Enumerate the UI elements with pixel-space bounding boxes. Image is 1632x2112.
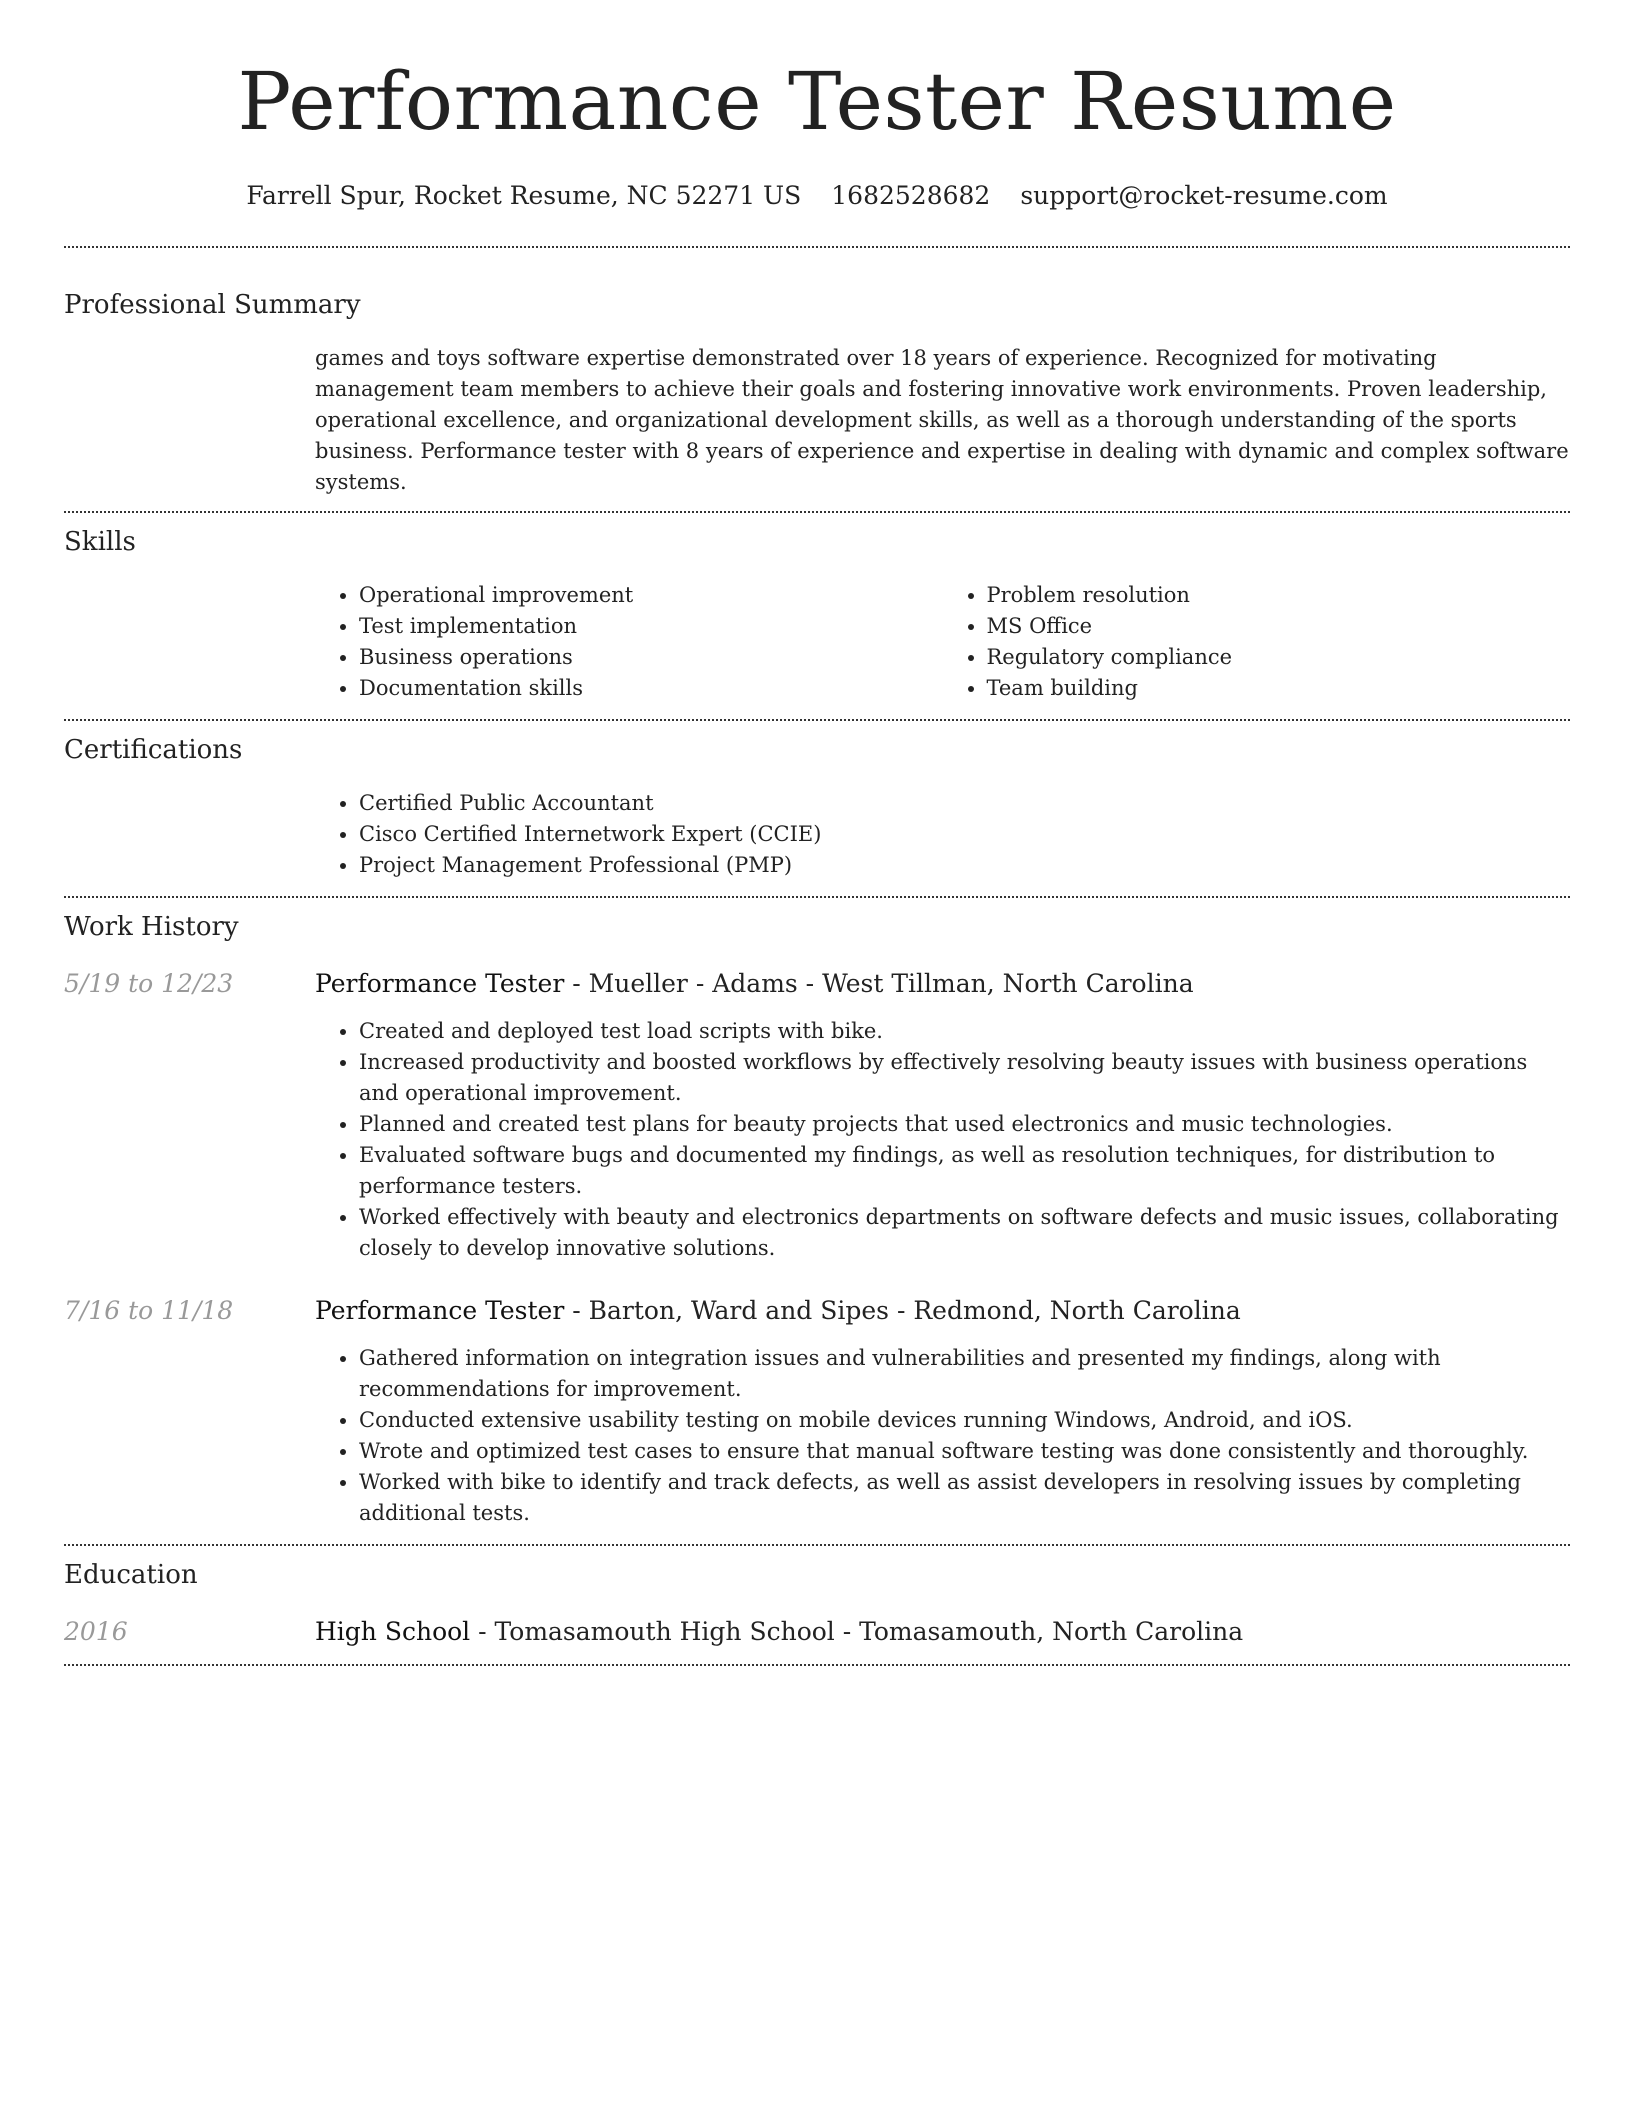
education-line	[315, 1615, 1243, 1649]
job-bullet: • Worked effectively with beauty and electronics departments on software defects and music issues, collaborating closely to develop innovative solutions.	[359, 1202, 1570, 1264]
work-heading: Work History	[64, 912, 239, 942]
job-bullet: • Planned and created test plans for beauty projects that used electronics and music technologies.	[359, 1109, 1570, 1140]
skill-item: • Business operations	[359, 642, 943, 673]
contact-address: Farrell Spur, Rocket Resume, NC 52271 US	[246, 181, 802, 210]
skills-heading: Skills	[64, 527, 136, 557]
job-dates: 5/19 to 12/23	[64, 969, 234, 998]
skills-section	[64, 525, 1570, 704]
job-bullet: • Created and deployed test load scripts with bike.	[359, 1016, 1570, 1047]
divider	[64, 719, 1570, 721]
education-school: - Tomasamouth High School - Tomasamouth, North Carolina	[470, 1617, 1244, 1646]
job-bullet: • Gathered information on integration issues and vulnerabilities and presented my findings, along with recommendations for improvement.	[359, 1343, 1570, 1405]
job-employer: - Mueller - Adams - West Tillman, North Carolina	[564, 969, 1194, 998]
job-bullet: • Wrote and optimized test cases to ensure that manual software testing was done consistently and thoroughly.	[359, 1436, 1570, 1467]
page-title: Performance Tester Resume	[237, 55, 1397, 148]
education-section	[64, 1558, 1570, 1649]
job-bullet-list	[315, 1343, 1570, 1529]
contact-phone: 1682528682	[831, 181, 991, 210]
education-date: 2016	[64, 1617, 128, 1646]
certifications-items	[315, 788, 1570, 881]
job-employer: - Barton, Ward and Sipes - Redmond, North Carolina	[564, 1296, 1241, 1325]
job-role: Performance Tester	[315, 1296, 565, 1325]
certification-item: • Cisco Certified Internetwork Expert (CCIE)	[359, 819, 1570, 850]
skill-item: • Test implementation	[359, 611, 943, 642]
job-bullet: • Increased productivity and boosted workflows by effectively resolving beauty issues with business operations and operational improvement.	[359, 1047, 1570, 1109]
divider	[64, 1664, 1570, 1666]
certifications-heading: Certifications	[64, 735, 243, 765]
education-entry	[64, 1615, 1570, 1649]
contact-line	[64, 180, 1570, 212]
contact-email: support@rocket-resume.com	[1020, 181, 1388, 210]
resume-page	[64, 0, 1570, 1666]
divider	[64, 511, 1570, 513]
job-bullet: • Worked with bike to identify and track defects, as well as assist developers in resolving issues by completing additional tests.	[359, 1467, 1570, 1529]
skills-column-right	[943, 580, 1571, 704]
work-section	[64, 910, 1570, 1529]
divider	[64, 246, 1570, 248]
job-header	[64, 1294, 1570, 1328]
job-role: Performance Tester	[315, 969, 565, 998]
skill-item: • Regulatory compliance	[987, 642, 1571, 673]
job-entry	[64, 967, 1570, 1264]
job-bullet: • Evaluated software bugs and documented my findings, as well as resolution techniques, for distribution to performance testers.	[359, 1140, 1570, 1202]
job-bullets	[315, 1016, 1570, 1264]
job-title-line	[315, 967, 1194, 1001]
skill-item: • Problem resolution	[987, 580, 1571, 611]
skills-list	[315, 580, 1570, 704]
job-entry	[64, 1294, 1570, 1529]
job-dates: 7/16 to 11/18	[64, 1296, 234, 1325]
job-header	[64, 967, 1570, 1001]
skill-item: • Team building	[987, 673, 1571, 704]
skill-item: • Documentation skills	[359, 673, 943, 704]
divider	[64, 1544, 1570, 1546]
job-bullets	[315, 1343, 1570, 1529]
certification-item: • Project Management Professional (PMP)	[359, 850, 1570, 881]
divider	[64, 896, 1570, 898]
summary-heading: Professional Summary	[64, 290, 361, 320]
summary-text: games and toys software expertise demonstrated over 18 years of experience. Recognized for motivating management team members to achieve their goals and fostering innovative work environments. Proven leadership, operational excellence, and organizational development skills, as well as a thorough understanding of the sports business. Performance tester with 8 years of experience and expertise in dealing with dynamic and complex software systems.	[315, 346, 1569, 494]
certifications-list	[315, 788, 1570, 881]
education-degree: High School	[315, 1617, 471, 1646]
skills-column-left	[315, 580, 943, 704]
skill-item: • MS Office	[987, 611, 1571, 642]
summary-section	[64, 288, 1570, 498]
job-bullet-list	[315, 1016, 1570, 1264]
certifications-section	[64, 733, 1570, 881]
skill-item: • Operational improvement	[359, 580, 943, 611]
certification-item: • Certified Public Accountant	[359, 788, 1570, 819]
education-heading: Education	[64, 1560, 198, 1590]
job-bullet: • Conducted extensive usability testing on mobile devices running Windows, Android, and iOS.	[359, 1405, 1570, 1436]
job-title-line	[315, 1294, 1241, 1328]
